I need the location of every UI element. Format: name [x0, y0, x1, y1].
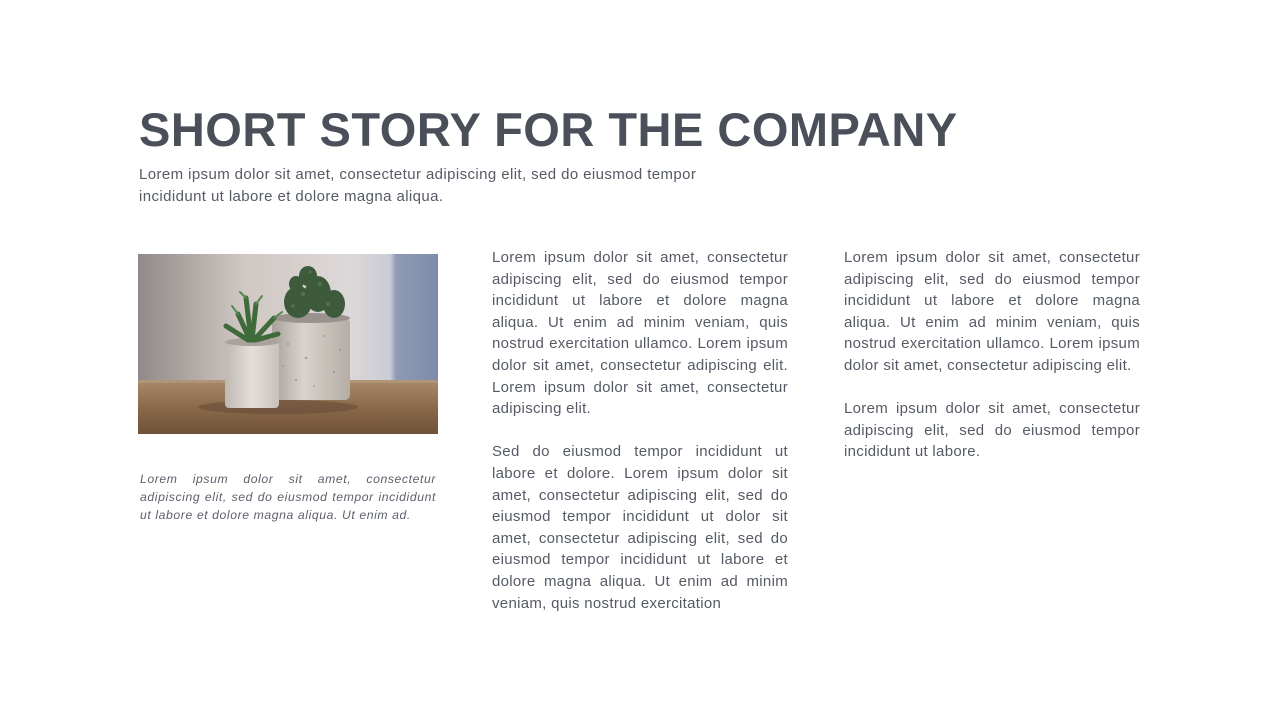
column-2-paragraph-1: Lorem ipsum dolor sit amet, consectetur adipiscing elit, sed do eiusmod tempor incididunt ut labore et dolore magna aliqua. Ut enim ad minim veniam, quis nostrud exercitation ullamco. Lorem ipsum dolor sit amet, consectetur adipiscing elit. [844, 249, 1140, 374]
page-title: SHORT STORY FOR THE COMPANY [139, 103, 958, 156]
text-column-1 [492, 247, 788, 636]
column-2-paragraph-2: Lorem ipsum dolor sit amet, consectetur adipiscing elit, sed do eiusmod tempor incididunt ut labore. [844, 400, 1140, 461]
column-1-paragraph-2: Sed do eiusmod tempor incididunt ut labore et dolore. Lorem ipsum dolor sit amet, consectetur adipiscing elit, sed do eiusmod tempor incididunt ut dolor sit amet, consectetur adipiscing elit, sed do eiusmod tempor incididunt ut labore et dolore magna aliqua. Ut enim ad minim veniam, quis nostrud exercitation [492, 443, 788, 612]
succulent-plants-photo [138, 254, 438, 434]
text-column-2 [844, 247, 1140, 485]
page-subtitle: Lorem ipsum dolor sit amet, consectetur adipiscing elit, sed do eiusmod tempor incididunt ut labore et dolore magna aliqua. [139, 166, 697, 205]
column-1-paragraph-1: Lorem ipsum dolor sit amet, consectetur adipiscing elit, sed do eiusmod tempor incididunt ut labore et dolore magna aliqua. Ut enim ad minim veniam, quis nostrud exercitation ullamco. Lorem ipsum dolor sit amet, consectetur adipiscing elit. Lorem ipsum dolor sit amet, consectetur adipiscing elit. [492, 249, 788, 418]
image-caption: Lorem ipsum dolor sit amet, consectetur adipiscing elit, sed do eiusmod tempor incididunt ut labore et dolore magna aliqua. Ut enim ad. [140, 472, 436, 522]
